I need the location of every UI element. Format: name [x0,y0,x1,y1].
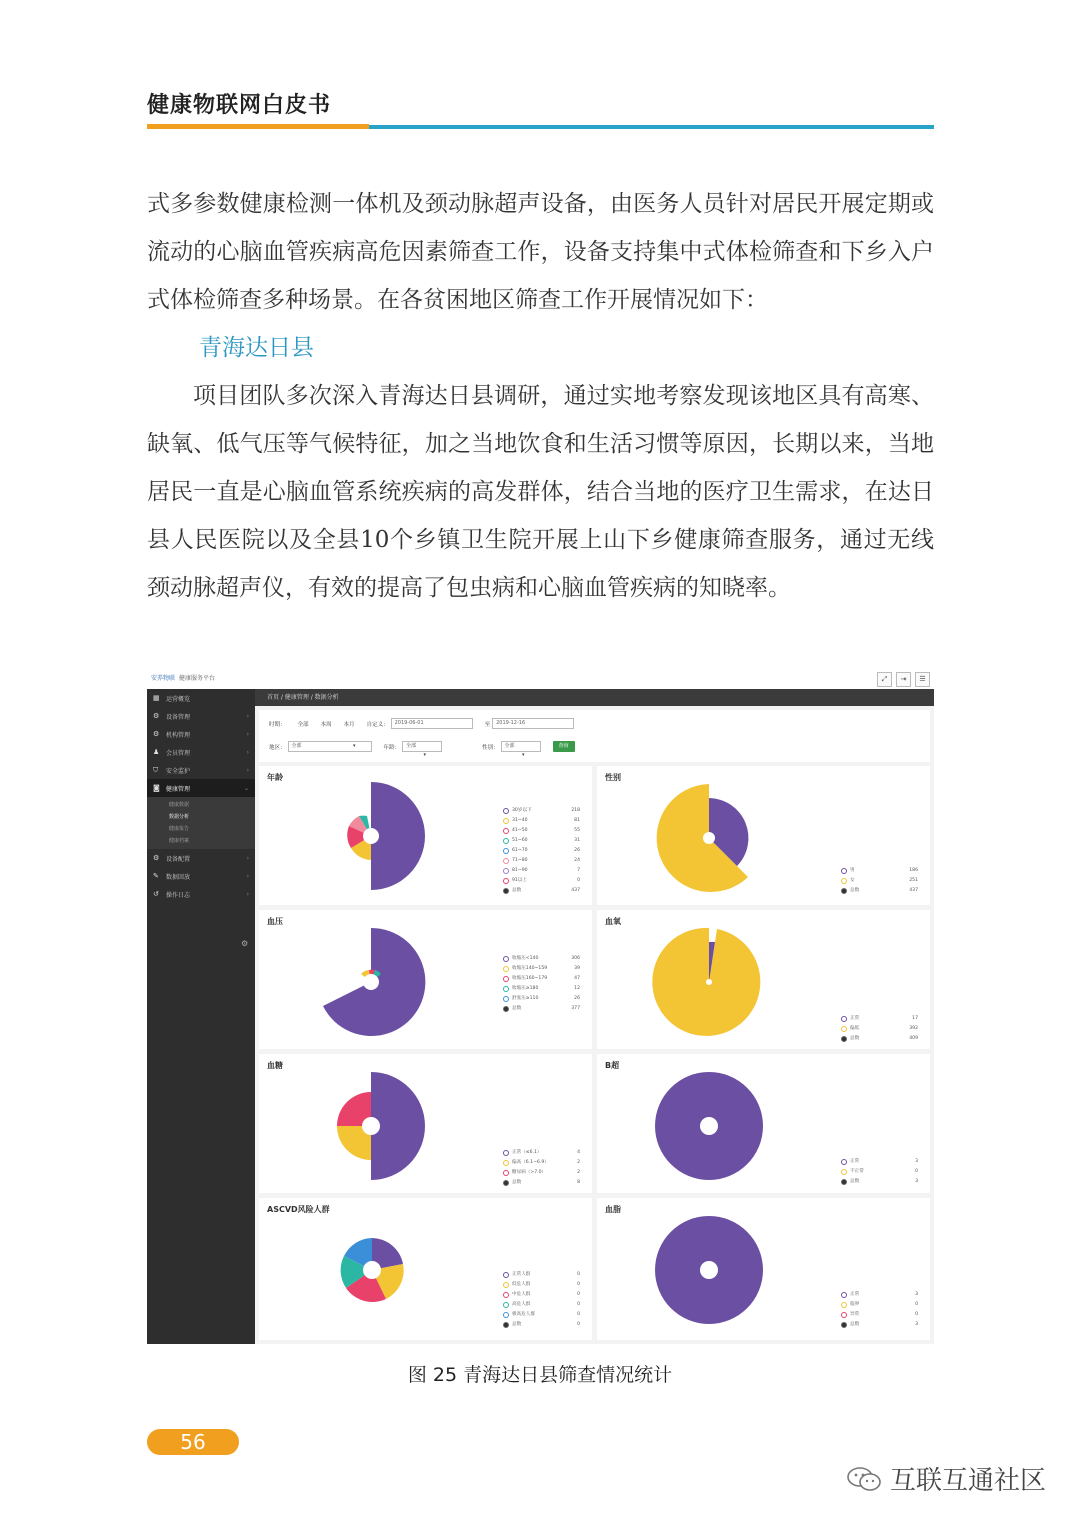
chevron-icon: › [246,712,249,720]
legend-item [503,984,580,994]
legend-value: 26 [574,848,580,853]
legend-value: 8 [577,1180,580,1185]
legend-item [503,836,580,846]
age-pie-chart [311,776,431,896]
sidebar-item-label: 操作日志 [166,891,191,899]
legend-value: 2 [577,1170,580,1175]
settings-icon: ⚙ [153,853,160,862]
submenu-item-health-record[interactable]: 健康档案 [169,838,190,844]
wechat-icon [846,1466,882,1492]
legend-dot [503,888,509,894]
gender-select[interactable] [501,741,541,758]
blood-glucose-legend [503,1148,580,1188]
legend-value: 17 [912,1016,918,1021]
legend-label: 31~40 [512,818,528,823]
card-title: 血脂 [605,1205,621,1214]
legend-dot [841,1036,847,1042]
legend-item [841,1157,918,1167]
legend-item [503,964,580,974]
gender-legend [841,866,918,896]
legend-value: 55 [574,828,580,833]
chevron-icon: › [246,730,249,738]
legend-dot [841,1159,847,1165]
sidebar-item-overview[interactable] [147,689,255,707]
region-select-value: 全部 [291,743,302,749]
pie-center [363,974,379,990]
paragraph-2: 项目团队多次深入青海达日县调研，通过实地考察发现该地区具有高寒、缺氧、低气压等气候特征，加之当地饮食和生活习惯等原因，长期以来，当地居民一直是心脑血管系统疾病的高发群体，结合当地的医疗卫生需求，在达日县人民医院以及全县10个乡镇卫生院开展上山下乡健康筛查服务，通过无线颈动脉超声仪，有效的提高了包虫病和心脑血管疾病的知晓率。 [147,383,934,601]
legend-label: 61~70 [512,848,528,853]
legend-label: 71~80 [512,858,528,863]
pie-slice [371,782,425,890]
legend-label: 总数 [850,1036,860,1041]
legend-dot [503,1322,509,1328]
camera-icon: ◙ [153,783,160,792]
shield-icon: ⛉ [153,765,159,774]
section-subheading: 青海达日县 [199,335,314,361]
legend-item [841,886,918,896]
edit-icon: ✎ [153,871,159,880]
legend-value: 3 [915,1292,918,1297]
chevron-icon: ⌄ [243,784,249,792]
legend-label: 总数 [512,1180,522,1185]
region-select[interactable] [288,741,372,752]
sidebar-item-label: 安全监护 [166,767,191,775]
legend-item [503,886,580,896]
legend-dot [503,868,509,874]
age-select-value: 全部 [406,743,417,749]
sidebar-item-member[interactable] [147,743,255,761]
legend-label: 总数 [850,1179,860,1184]
user-icon: ♟ [153,747,160,756]
legend-value: 24 [574,858,580,863]
legend-value: 409 [909,1036,918,1041]
legend-label: 51~60 [512,838,528,843]
legend-label: 偏低 [850,1026,860,1031]
chart-card-blood-oxygen [597,910,930,1049]
watermark-text: 互联互通社区 [889,1466,1046,1496]
header-rule-blue [369,125,934,129]
history-icon: ↺ [153,889,159,898]
period-option-all[interactable]: 全部 [297,721,309,728]
sidebar-item-security[interactable] [147,761,255,779]
watermark [846,1460,1046,1497]
dashboard-icon: ▦ [153,693,160,702]
ultrasound-legend [841,1157,918,1187]
legend-value: 0 [577,1292,580,1297]
legend-dot [503,1302,509,1308]
legend-item [841,1320,918,1330]
legend-value: 437 [909,888,918,893]
legend-value: 0 [577,1322,580,1327]
submenu-item-health-report[interactable]: 健康报告 [169,826,190,832]
legend-dot [841,868,847,874]
custom-date-label: 自定义： [366,721,389,728]
legend-dot [503,1160,509,1166]
pie-center [706,979,712,985]
date-to-label: 至 [484,721,491,728]
sidebar-item-label: 机构管理 [166,731,191,739]
legend-label: 总数 [512,888,522,893]
dashboard-screenshot [147,669,934,1344]
legend-label: 收缩压≥180 [512,986,539,991]
card-title: 年龄 [267,773,283,782]
dashboard-topbar [147,669,934,690]
legend-dot [841,1169,847,1175]
body-text [147,180,934,612]
date-from-input[interactable]: 2019-06-01 [391,718,473,729]
chart-card-ascvd [259,1198,592,1340]
submenu-item-health-data[interactable]: 健康数据 [169,802,190,808]
legend-value: 3 [915,1159,918,1164]
legend-dot [503,1292,509,1298]
legend-item [503,816,580,826]
legend-label: 高危人群 [512,1302,531,1307]
filter-panel [259,710,930,762]
legend-value: 0 [577,1282,580,1287]
sidebar-item-label: 健康管理 [166,785,191,793]
legend-item [841,876,918,886]
card-title: 血糖 [267,1061,283,1070]
legend-dot [503,976,509,982]
legend-value: 2 [577,1160,580,1165]
sidebar [147,689,255,1344]
legend-label: 总数 [512,1006,522,1011]
age-legend [503,806,580,896]
pie-center [700,1261,718,1279]
legend-item [503,866,580,876]
chevron-icon: › [246,766,249,774]
period-option-month[interactable]: 本月 [343,721,355,728]
legend-item [503,954,580,964]
ascvd-legend [503,1270,580,1330]
legend-item [503,1300,580,1310]
legend-label: 正常 [850,1292,860,1297]
period-option-week[interactable]: 本周 [320,721,332,728]
period-label: 时期： [269,721,286,728]
legend-value: 3 [915,1179,918,1184]
legend-item [841,1290,918,1300]
legend-value: 39 [574,966,580,971]
legend-label: 41~50 [512,828,528,833]
logo-text: 安养物联 [151,675,176,682]
sidebar-item-logs[interactable] [147,885,255,903]
legend-value: 186 [909,868,918,873]
menu-icon[interactable]: ☰ [915,672,930,687]
legend-item [503,876,580,886]
chevron-down-icon: ▾ [353,743,356,749]
blood-oxygen-pie-chart [649,922,769,1042]
legend-value: 3 [915,1322,918,1327]
legend-item [503,1004,580,1014]
chevron-icon: › [246,854,249,862]
legend-dot [503,996,509,1002]
legend-value: 0 [915,1302,918,1307]
legend-item [841,1034,918,1044]
legend-item [841,1167,918,1177]
chevron-down-icon: ▾ [423,752,427,758]
chevron-icon: › [246,748,249,756]
legend-label: 收缩压<140 [512,956,539,961]
card-title: B超 [605,1061,620,1070]
gender-label: 性别： [482,744,499,751]
legend-dot [841,1026,847,1032]
sidebar-item-label: 设备管理 [166,713,191,721]
legend-label: 总数 [850,888,860,893]
legend-item [503,1148,580,1158]
paragraph-1: 式多参数健康检测一体机及颈动脉超声设备，由医务人员针对居民开展定期或流动的心脑血管疾病高危因素筛查工作，设备支持集中式体检筛查和下乡入户式体检筛查多种场景。在各贫困地区筛查工作开展情况如下： [147,191,934,313]
legend-item [503,1270,580,1280]
legend-item [503,826,580,836]
pie-center [703,832,715,844]
legend-dot [841,1179,847,1185]
header-rule [147,124,934,129]
legend-dot [841,1302,847,1308]
legend-label: 极高危人群 [512,1312,535,1317]
legend-label: 91以上 [512,878,528,883]
card-title: 性别 [605,773,621,782]
legend-item [841,1177,918,1187]
legend-label: 舒张压≥110 [512,996,539,1001]
legend-dot [841,1322,847,1328]
blood-pressure-pie-chart [311,922,431,1042]
settings-icon: ⚙ [153,729,160,738]
logo-subtext: 健康服务平台 [179,675,216,682]
legend-label: 低危人群 [512,1282,531,1287]
legend-item [503,1158,580,1168]
legend-item [503,806,580,816]
legend-label: 中危人群 [512,1292,531,1297]
card-title: ASCVD风险人群 [267,1205,330,1214]
legend-label: 偏高（6.1~6.9） [512,1160,549,1165]
gender-pie-chart [649,778,769,898]
legend-label: 81~90 [512,868,528,873]
legend-value: 0 [577,1302,580,1307]
blood-lipid-legend [841,1290,918,1330]
legend-label: 正常（≤6.1） [512,1150,542,1155]
legend-label: 临界 [850,1302,860,1307]
gender-select-value: 全部 [504,743,515,749]
age-select[interactable] [402,741,442,758]
legend-item [503,1290,580,1300]
legend-value: 377 [571,1006,580,1011]
chart-card-blood-glucose [259,1054,592,1193]
legend-value: 306 [571,956,580,961]
legend-dot [503,818,509,824]
legend-item [503,1320,580,1330]
legend-dot [503,838,509,844]
legend-item [503,1310,580,1320]
legend-item [503,846,580,856]
legend-dot [503,1180,509,1186]
legend-dot [503,966,509,972]
page-number: 56 [147,1429,239,1455]
sidebar-item-label: 设备配置 [166,855,191,863]
chart-card-blood-lipid [597,1198,930,1340]
chevron-down-icon: ▾ [522,752,525,758]
legend-item [841,1310,918,1320]
legend-value: 26 [574,996,580,1001]
legend-value: 0 [577,1272,580,1277]
chart-card-blood-pressure [259,910,592,1049]
pie-center [362,1117,380,1135]
legend-value: 31 [574,838,580,843]
header-rule-orange [147,124,369,129]
legend-item [841,866,918,876]
legend-label: 总数 [850,1322,860,1327]
sidebar-item-label: 数据回放 [166,873,191,881]
legend-value: 0 [577,878,580,883]
expand-icon[interactable]: ⤢ [877,672,892,687]
sidebar-item-label: 会员管理 [166,749,191,757]
sidebar-item-org[interactable] [147,725,255,743]
submenu-item-data-analysis[interactable]: 数据分析 [169,814,190,820]
legend-label: 正常人群 [512,1272,531,1277]
legend-item [503,1178,580,1188]
query-button[interactable]: 查询 [553,741,575,752]
legend-dot [503,1282,509,1288]
legend-dot [503,956,509,962]
chart-card-age [259,766,592,905]
legend-label: 女 [850,878,855,883]
ascvd-pie-chart [332,1230,412,1310]
legend-label: 收缩压160~179 [512,976,548,981]
legend-dot [841,1292,847,1298]
sidebar-item-health[interactable] [147,779,255,797]
legend-dot [503,1272,509,1278]
chevron-icon: › [246,890,249,898]
legend-value: 437 [571,888,580,893]
sidebar-settings-icon[interactable]: ⚙ [241,939,249,948]
legend-label: 不正常 [850,1169,864,1174]
app-logo [151,673,215,682]
card-title: 血氧 [605,917,621,926]
pie-center [363,1261,381,1279]
legend-label: 总数 [512,1322,522,1327]
legend-dot [503,1170,509,1176]
legend-item [503,994,580,1004]
legend-value: 12 [574,986,580,991]
pie-center [363,828,379,844]
running-header-title: 健康物联网白皮书 [147,92,332,118]
legend-value: 7 [577,868,580,873]
age-label: 年龄： [383,744,401,751]
legend-dot [503,1312,509,1318]
region-label: 地区： [269,744,286,751]
legend-label: 正常 [850,1159,860,1164]
sidebar-item-device-config[interactable] [147,849,255,867]
legend-value: 0 [915,1312,918,1317]
legend-dot [503,808,509,814]
legend-dot [503,986,509,992]
legend-dot [503,1150,509,1156]
ultrasound-pie-chart [649,1066,769,1186]
legend-dot [503,1006,509,1012]
legend-item [503,1280,580,1290]
legend-value: 81 [574,818,580,823]
legend-item [503,1168,580,1178]
legend-value: 4 [577,1150,580,1155]
legend-item [503,974,580,984]
legend-label: 异常 [850,1312,860,1317]
legend-item [841,1014,918,1024]
chevron-icon: › [246,872,249,880]
settings-icon: ⚙ [153,711,160,720]
chart-card-gender [597,766,930,905]
sidebar-item-label: 运营概览 [166,695,191,703]
legend-value: 0 [915,1169,918,1174]
legend-item [503,856,580,866]
legend-label: 糖尿病（>7.0） [512,1170,547,1175]
logout-icon[interactable]: ⇥ [896,672,911,687]
legend-value: 0 [577,1312,580,1317]
blood-oxygen-legend [841,1014,918,1044]
legend-value: 218 [571,808,580,813]
legend-dot [503,858,509,864]
sidebar-item-playback[interactable] [147,867,255,885]
legend-item [841,1024,918,1034]
breadcrumb: 首页 / 健康管理 / 数据分析 [255,689,934,706]
legend-label: 正常 [850,1016,860,1021]
legend-value: 251 [909,878,918,883]
legend-dot [841,1016,847,1022]
legend-label: 男 [850,868,855,873]
blood-glucose-pie-chart [311,1066,431,1186]
legend-label: 30岁以下 [512,808,532,813]
legend-label: 收缩压140~159 [512,966,548,971]
pie-center [700,1117,718,1135]
legend-dot [503,878,509,884]
figure-caption: 图 25 青海达日县筛查情况统计 [407,1364,673,1386]
date-to-input[interactable]: 2019-12-16 [492,718,574,729]
blood-lipid-pie-chart [649,1210,769,1330]
sidebar-submenu [147,797,255,849]
chart-card-ultrasound [597,1054,930,1193]
card-title: 血压 [267,917,283,926]
legend-value: 392 [909,1026,918,1031]
legend-item [841,1300,918,1310]
legend-dot [503,848,509,854]
legend-dot [503,828,509,834]
legend-dot [841,878,847,884]
blood-pressure-legend [503,954,580,1014]
legend-value: 47 [574,976,580,981]
legend-dot [841,888,847,894]
sidebar-item-device[interactable] [147,707,255,725]
legend-dot [841,1312,847,1318]
